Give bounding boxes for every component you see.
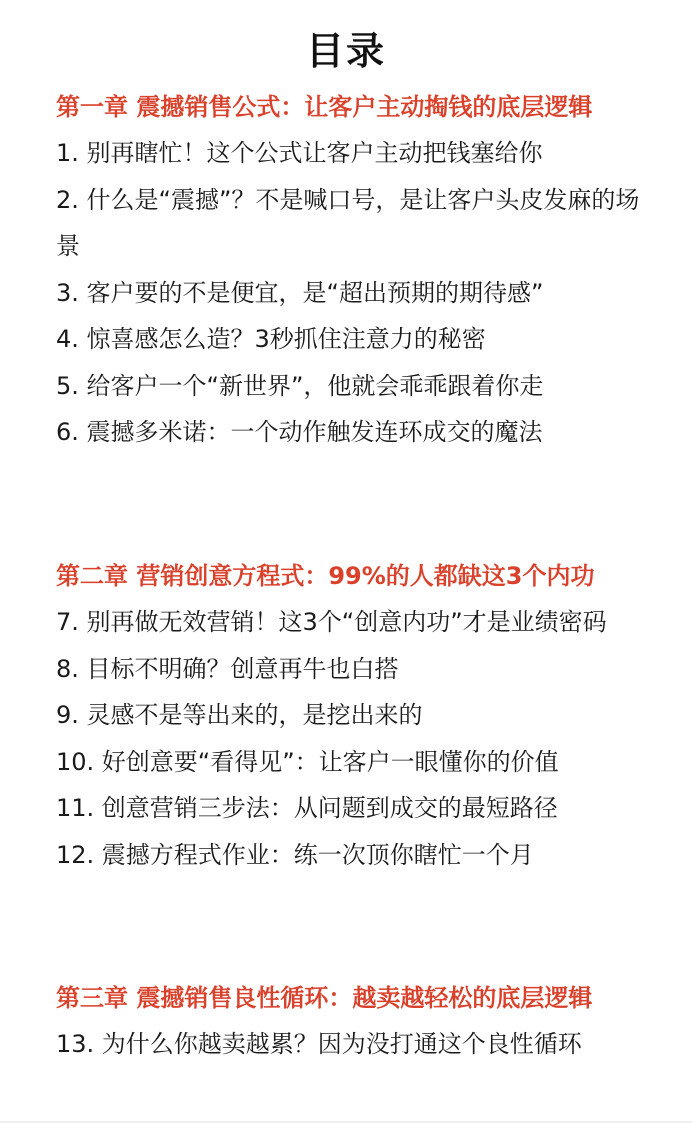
- list-item: 8. 目标不明确？创意再牛也白搭: [56, 654, 399, 683]
- chapter-3: [56, 975, 662, 1068]
- list-item: 3. 客户要的不是便宜，是“超出预期的期待感”: [56, 278, 544, 307]
- list-item: 6. 震撼多米诺：一个动作触发连环成交的魔法: [56, 418, 543, 446]
- chapter-title: 第一章 震撼销售公式：让客户主动掏钱的底层逻辑: [56, 93, 593, 121]
- list-item: 11. 创意营销三步法：从问题到成交的最短路径: [56, 794, 558, 822]
- list-item: 13. 为什么你越卖越累？因为没打通这个良性循环: [56, 1030, 582, 1058]
- list-item: 7. 别再做无效营销！这3个“创意内功”才是业绩密码: [56, 608, 607, 636]
- list-item: 2. 什么是“震撼”？不是喊口号，是让客户头皮发麻的场景: [56, 185, 640, 260]
- chapter-1: [56, 84, 662, 456]
- chapter-item-list: [56, 599, 662, 878]
- chapter-title: 第三章 震撼销售良性循环：越卖越轻松的底层逻辑: [56, 984, 593, 1012]
- list-item: 9. 灵感不是等出来的，是挖出来的: [56, 701, 423, 729]
- chapter-item-list: [56, 1021, 662, 1068]
- chapter-2: [56, 553, 662, 878]
- list-item: 10. 好创意要“看得见”：让客户一眼懂你的价值: [56, 747, 559, 776]
- chapter-item-list: [56, 130, 662, 456]
- list-item: 4. 惊喜感怎么造？3秒抓住注意力的秘密: [56, 325, 486, 353]
- page-title: 目录: [305, 29, 386, 74]
- chapter-title: 第二章 营销创意方程式：99%的人都缺这3个内功: [56, 562, 595, 590]
- list-item: 12. 震撼方程式作业：练一次顶你瞎忙一个月: [56, 840, 534, 869]
- list-item: 1. 别再瞎忙！这个公式让客户主动把钱塞给你: [56, 139, 543, 167]
- list-item: 5. 给客户一个“新世界”，他就会乖乖跟着你走: [56, 371, 544, 400]
